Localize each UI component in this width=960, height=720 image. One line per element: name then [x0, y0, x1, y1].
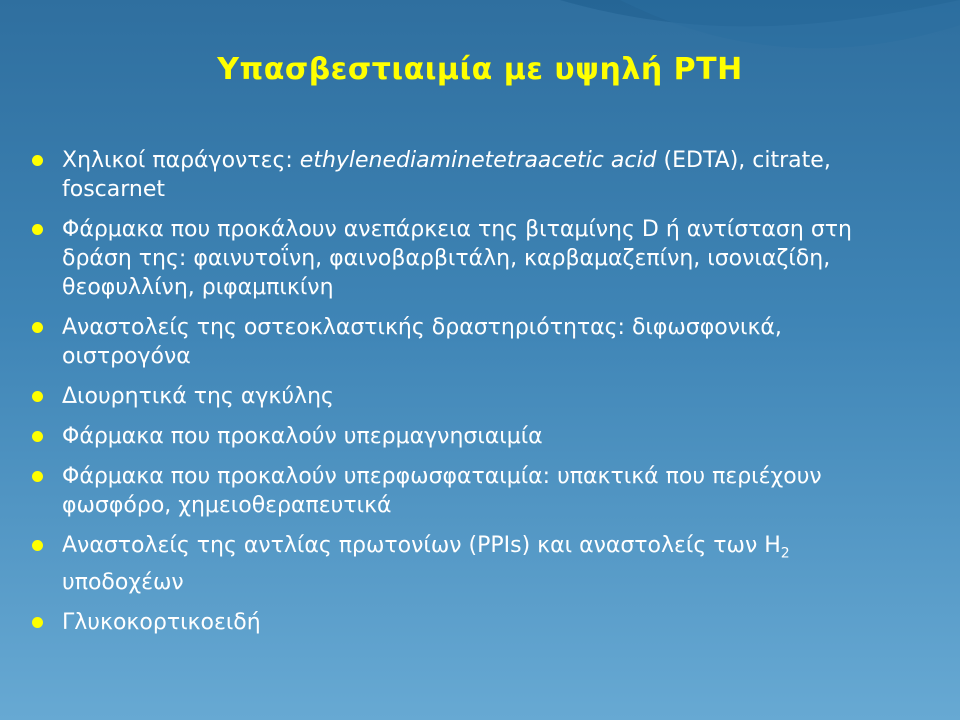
slide-title: Υπασβεστιαιμία με υψηλή PTH [217, 52, 743, 87]
bullet-dot-icon [32, 617, 43, 628]
bullet-dot-icon [32, 155, 43, 166]
bullet-item-chelators [30, 146, 910, 204]
bullet-text: Φάρμακα που προκάλουν ανεπάρκεια της βιταμίνης D ή αντίσταση στη δράση της: φαινυτοΐνη, φαινοβαρβιτάλη, καρβαμαζεπίνη, ισονιαζίδη, θεοφυλλίνη, ριφαμπικίνη [62, 217, 852, 300]
bullet-dot-icon [32, 322, 43, 333]
bullet-text: Φάρμακα που προκαλούν υπερφωσφαταιμία: υπακτικά που περιέχουν φωσφόρο, χημειοθεραπευτικά [62, 464, 822, 518]
bullet-item-hypermagnesemia [30, 422, 910, 451]
bullet-text: Αναστολείς της οστεοκλαστικής δραστηριότητας: διφωσφονικά, οιστρογόνα [62, 315, 782, 369]
subscript: 2 [780, 545, 790, 562]
bullet-text-part: Χηλικοί παράγοντες: [62, 148, 300, 173]
bullet-text: Γλυκοκορτικοειδή [62, 610, 261, 636]
bullet-text: Διουρητικά της αγκύλης [62, 384, 334, 409]
bullet-dot-icon [32, 224, 43, 235]
bullet-list [30, 146, 910, 648]
bullet-item-osteoclast [30, 313, 910, 371]
bullet-dot-icon [32, 431, 43, 442]
bullet-text-part: υποδοχέων [62, 570, 184, 596]
bullet-text: Φάρμακα που προκαλούν υπερμαγνησιαιμία [62, 424, 543, 449]
bullet-dot-icon [32, 391, 43, 402]
bullet-dot-icon [32, 540, 43, 551]
bullet-item-hyperphosphatemia [30, 462, 910, 520]
bullet-item-loop-diuretics [30, 382, 910, 411]
bullet-item-vitamin-d [30, 215, 910, 302]
bullet-item-glucocorticoids [30, 608, 910, 637]
bullet-dot-icon [32, 471, 43, 482]
bullet-text-part: Αναστολείς της αντλίας πρωτονίων (PPIs) και αναστολείς των H [62, 533, 781, 558]
bullet-text-part: (EDTA), citrate, foscarnet [62, 148, 831, 202]
bullet-item-ppis [30, 531, 910, 597]
bullet-text-italic: ethylenediaminetetraacetic acid [299, 148, 657, 173]
